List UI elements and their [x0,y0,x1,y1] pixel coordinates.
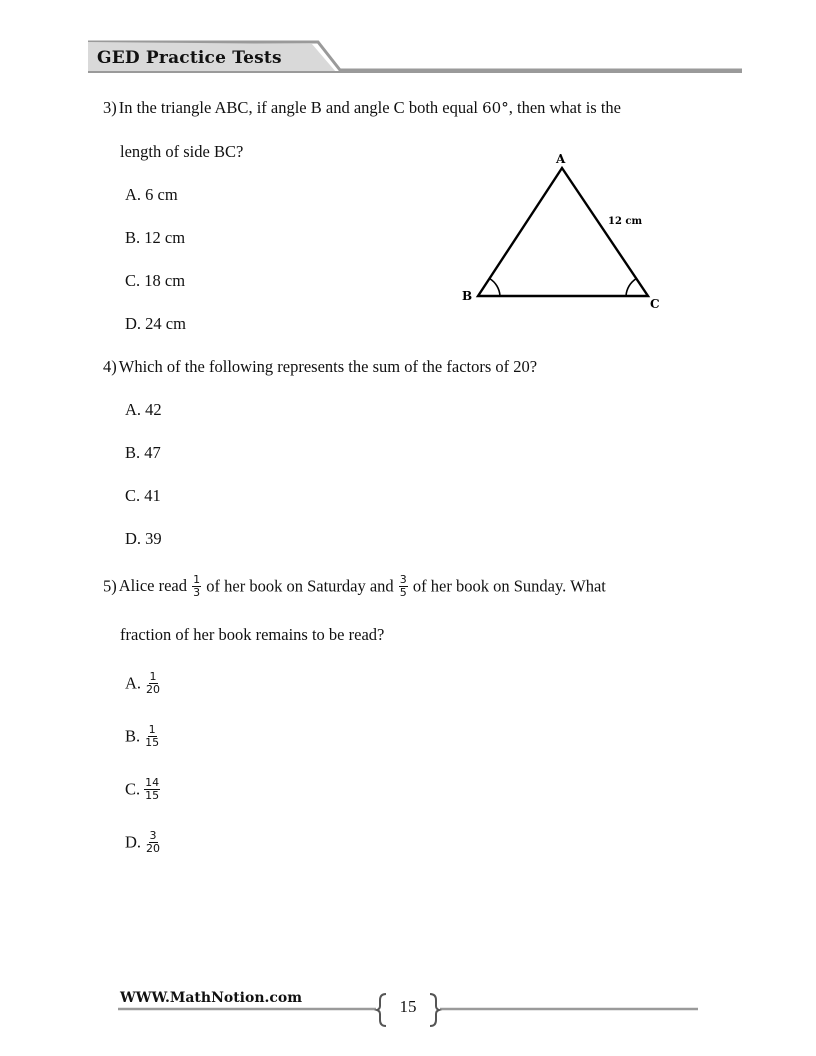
header-title: GED Practice Tests [97,48,282,68]
vertex-a-label: A [556,152,566,166]
question-3-line1 [103,98,621,118]
question-number: 3) [103,98,117,117]
question-3-line2: length of side BC? [120,142,244,161]
question-3-option-c[interactable]: C. 18 cm [125,271,186,290]
question-4-option-b[interactable]: B. 47 [125,443,161,462]
side-ac-label: 12 cm [608,216,643,227]
footer-website-link[interactable]: WWW.MathNotion.com [120,990,303,1006]
option-letter: B. [125,726,141,746]
option-fraction: $\frac{1}{15}$ [145,723,160,749]
question-5-option-a[interactable] [125,672,162,697]
triangle-abc-figure [450,148,670,313]
question-5-line1 [103,575,606,600]
angle-c-arc [626,279,637,297]
option-fraction: $\frac{3}{20}$ [146,829,161,855]
question-4-option-c[interactable]: C. 41 [125,486,161,505]
page-number: 15 [399,997,417,1016]
option-fraction: $\frac{14}{15}$ [145,776,160,802]
question-text-part3: of her book on Sunday. What [412,576,606,596]
question-5-option-c[interactable] [125,778,161,803]
question-text: In the triangle ABC, if angle B and angle C both equal [118,98,479,117]
angle-value: 60° [482,99,509,117]
question-text-part1: Alice read [118,576,187,596]
question-text-part2: of her book on Saturday and [206,576,394,596]
question-5-line2: fraction of her book remains to be read? [120,625,385,644]
question-number: 5) [103,576,117,596]
vertex-c-label: C [650,297,660,311]
question-text-end: , then what is the [508,98,622,117]
question-5-option-d[interactable] [125,831,162,856]
option-letter: D. [125,832,142,852]
question-4-option-d[interactable]: D. 39 [125,529,162,548]
question-4-line1 [103,357,537,377]
option-letter: C. [125,779,141,799]
vertex-b-label: B [462,289,473,303]
left-brace [377,994,386,1026]
question-4-option-a[interactable]: A. 42 [125,400,162,419]
question-text: Which of the following represents the sum of the factors of 20? [118,357,538,376]
option-fraction: $\frac{1}{20}$ [146,670,161,696]
header-tab-shape [0,0,816,80]
question-3-option-a[interactable]: A. 6 cm [125,185,178,204]
question-3-option-d[interactable]: D. 24 cm [125,314,186,333]
question-5-option-b[interactable] [125,725,161,750]
option-letter: A. [125,673,142,693]
fraction-three-fifths: $\frac{3}{5}$ [399,573,407,599]
right-brace [430,994,439,1026]
question-number: 4) [103,357,117,376]
fraction-one-third: $\frac{1}{3}$ [193,573,201,599]
angle-b-arc [490,279,501,297]
page-header [0,0,816,80]
question-3-option-b[interactable]: B. 12 cm [125,228,186,247]
